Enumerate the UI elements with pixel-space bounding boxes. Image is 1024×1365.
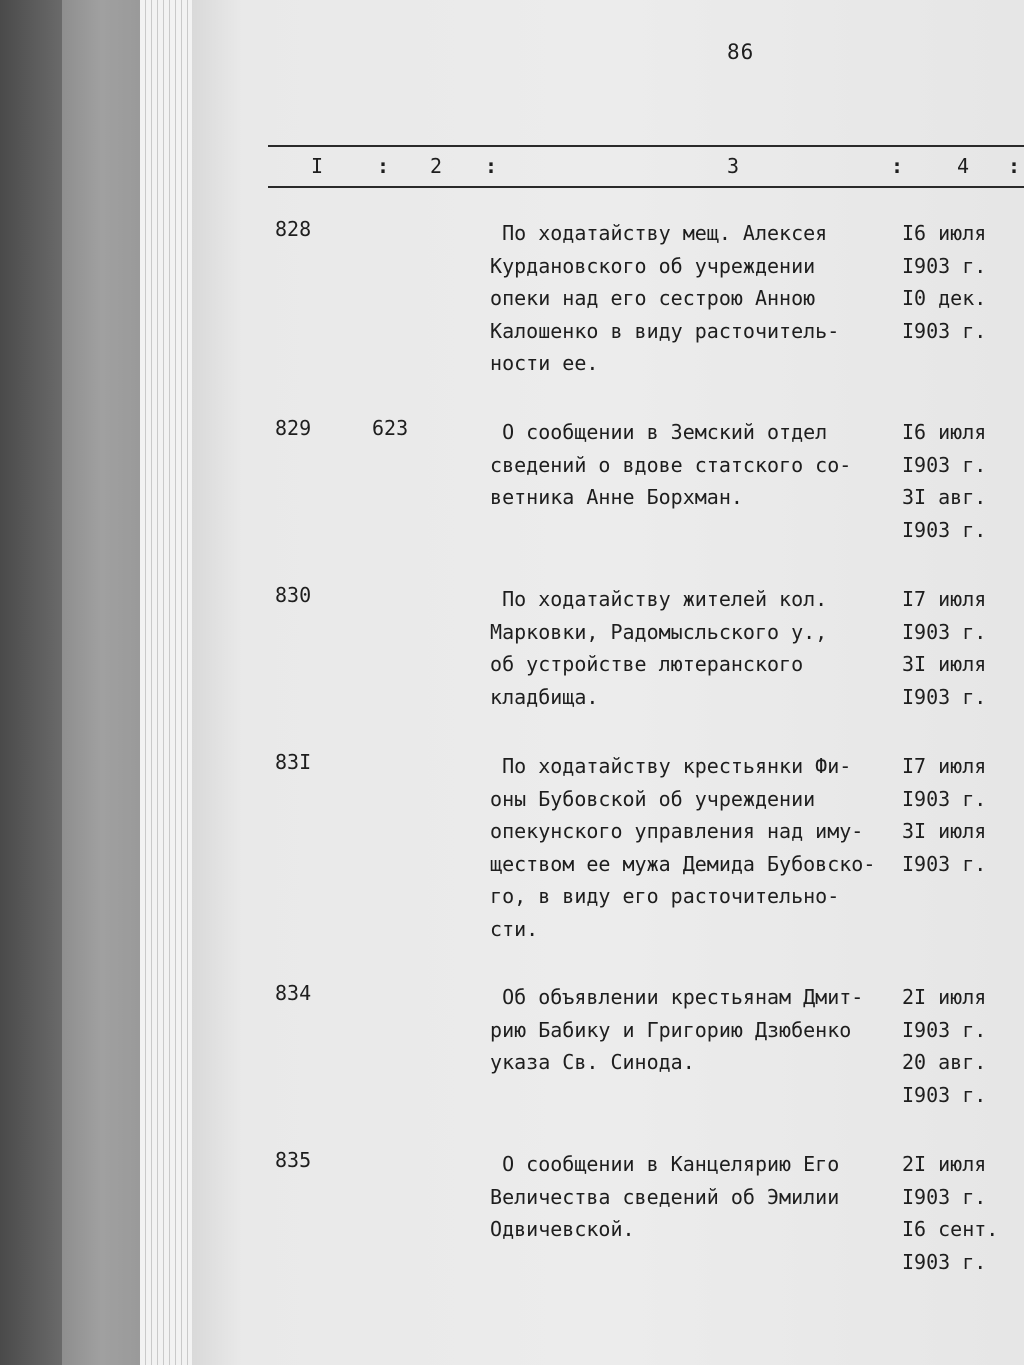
date-line: I903 г.: [902, 1017, 987, 1042]
date-line: I903 г.: [902, 517, 987, 542]
entry-dates: [902, 1148, 1022, 1278]
description-line: го, в виду его расточительно-: [478, 884, 840, 908]
date-line: I7 июля: [902, 754, 987, 778]
date-line: I903 г.: [902, 619, 987, 644]
entry-number: 830: [275, 583, 312, 607]
date-line: I6 июля: [902, 221, 987, 245]
description-line: кладбища.: [478, 684, 599, 709]
description-line: По ходатайству жителей кол.: [478, 587, 828, 611]
description-line: рию Бабику и Григорию Дзюбенко: [478, 1017, 852, 1042]
binding-cover: [0, 0, 62, 1365]
entry-number: 828: [275, 217, 312, 241]
date-line: I6 июля: [902, 420, 987, 444]
description-line: ветника Анне Борхман.: [478, 485, 743, 509]
description-line: ности ее.: [478, 351, 599, 375]
description-line: ществом ее мужа Демида Бубовско-: [478, 851, 876, 876]
description-line: опеки над его сестрою Анною: [478, 286, 816, 310]
entry-dates: [902, 217, 1022, 347]
date-line: I903 г.: [902, 253, 987, 278]
date-line: I903 г.: [902, 452, 987, 477]
entry-number: 835: [275, 1148, 312, 1172]
description-line: По ходатайству мещ. Алексея: [478, 221, 828, 245]
date-line: I903 г.: [902, 1184, 987, 1209]
entry-dates: [902, 416, 1022, 546]
date-line: 3I авг.: [902, 485, 987, 509]
entry-number: 83I: [275, 750, 312, 774]
description-line: Одвичевской.: [478, 1217, 635, 1241]
binding-spine: [62, 0, 140, 1365]
date-line: 2I июля: [902, 985, 987, 1009]
description-line: Об объявлении крестьянам Дмит-: [478, 985, 864, 1009]
date-line: 2I июля: [902, 1152, 987, 1176]
date-line: 3I июля: [902, 819, 987, 843]
description-line: сведений о вдове статского со-: [478, 452, 852, 477]
date-line: I7 июля: [902, 587, 987, 611]
description-line: Калошенко в виду расточитель-: [478, 318, 840, 343]
date-line: 20 авг.: [902, 1050, 987, 1074]
header-separator: :: [891, 154, 904, 178]
entry-code: 623: [372, 416, 409, 440]
page-edges: [140, 0, 192, 1365]
entry-number: 834: [275, 981, 312, 1005]
date-line: I6 сент.: [902, 1217, 999, 1241]
entry-description: [478, 416, 898, 514]
entry-dates: [902, 750, 1022, 880]
page-number: 86: [727, 40, 755, 64]
entry-description: [478, 750, 898, 945]
header-col-3: 3: [727, 154, 740, 178]
header-col-2: 2: [430, 154, 443, 178]
header-separator: :: [377, 154, 390, 178]
entry-description: [478, 217, 898, 380]
header-rule-top: [268, 145, 1024, 147]
description-line: опекунского управления над иму-: [478, 819, 864, 843]
entry-description: [478, 583, 898, 713]
description-line: По ходатайству крестьянки Фи-: [478, 754, 852, 778]
entry-number: 829: [275, 416, 312, 440]
date-line: I903 г.: [902, 684, 987, 709]
date-line: I903 г.: [902, 851, 987, 876]
header-col-4: 4: [957, 154, 970, 178]
entry-description: [478, 1148, 898, 1246]
header-separator: :: [1008, 154, 1021, 178]
description-line: Марковки, Радомысльского у.,: [478, 619, 828, 644]
date-line: I903 г.: [902, 1082, 987, 1107]
description-line: указа Св. Синода.: [478, 1050, 695, 1074]
entry-description: [478, 981, 898, 1079]
entry-dates: [902, 583, 1022, 713]
header-rule-bottom: [268, 186, 1024, 188]
header-col-1: I: [311, 154, 324, 178]
date-line: 3I июля: [902, 652, 987, 676]
date-line: I0 дек.: [902, 286, 987, 310]
description-line: О сообщении в Земский отдел: [478, 420, 828, 444]
date-line: I903 г.: [902, 786, 987, 811]
entry-dates: [902, 981, 1022, 1111]
description-line: об устройстве лютеранского: [478, 652, 804, 676]
date-line: I903 г.: [902, 1249, 987, 1274]
description-line: Величества сведений об Эмилии: [478, 1184, 840, 1209]
description-line: О сообщении в Канцелярию Его: [478, 1152, 840, 1176]
description-line: оны Бубовской об учреждении: [478, 786, 816, 811]
header-separator: :: [485, 154, 498, 178]
description-line: Курдановского об учреждении: [478, 253, 816, 278]
date-line: I903 г.: [902, 318, 987, 343]
description-line: сти.: [478, 916, 539, 941]
